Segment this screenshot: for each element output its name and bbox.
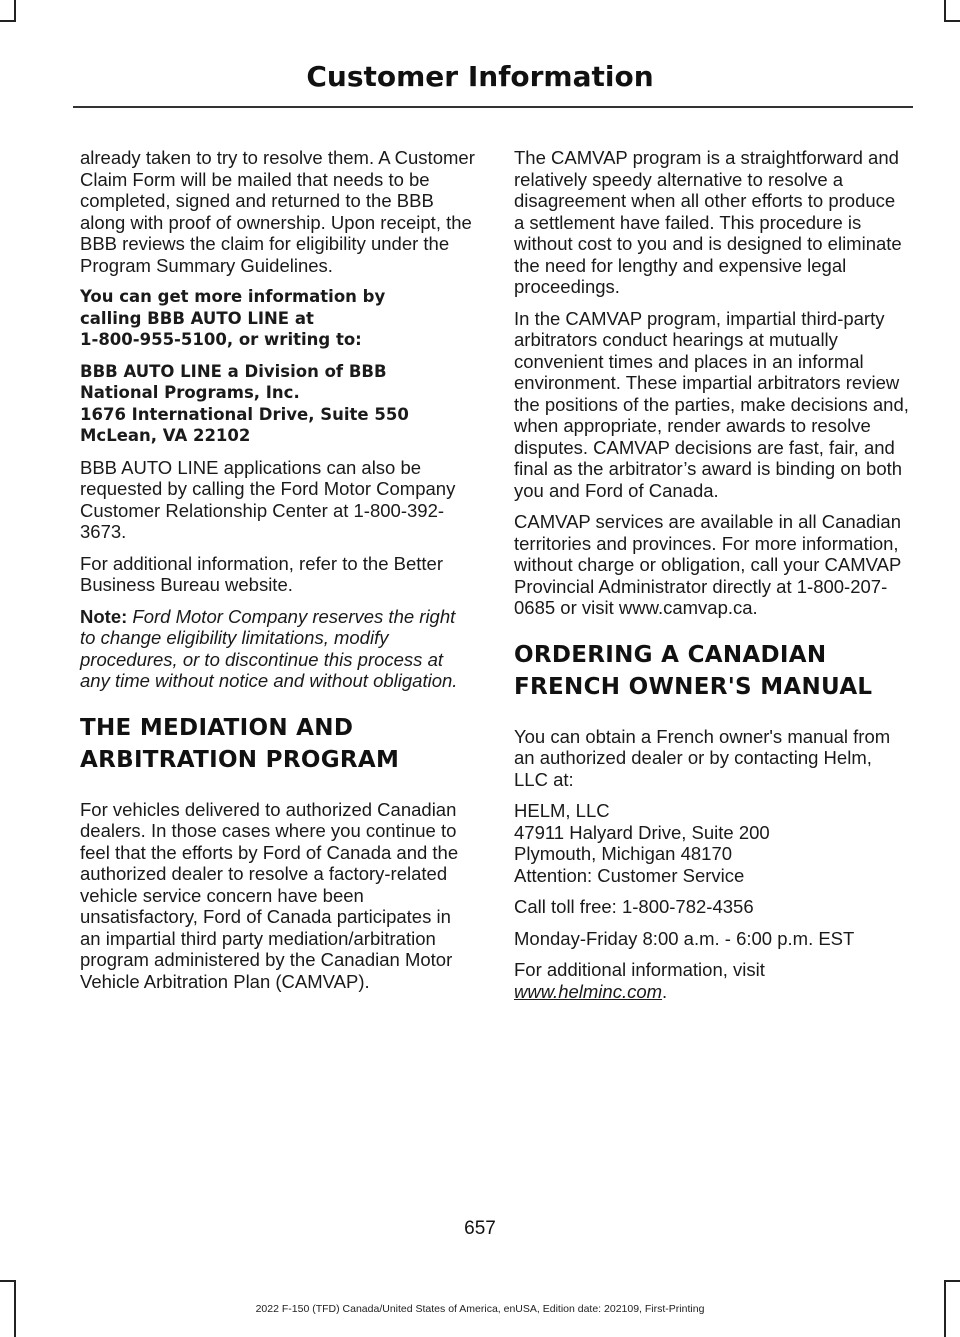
left-paragraph-2: BBB AUTO LINE applications can also be requested by calling the Ford Motor Company Customer Relationship Center at 1-800-392-3673. bbox=[80, 456, 456, 542]
note-label: Note: bbox=[80, 605, 128, 627]
bbb-address: BBB AUTO LINE a Division of BBB National Programs, Inc. 1676 International Drive, Suite 550 McLean, VA 22102 bbox=[80, 361, 409, 445]
left-paragraph-4: For vehicles delivered to authorized Canadian dealers. In those cases where you continue to feel that the efforts by Ford of Canada and the authorized dealer to resolve a factory-related vehicle service concern have been unsatisfactory, Ford of Canada participates in an impartial third party mediation/arbitration program administered by the Canadian Motor Vehicle Arbitration Plan (CAMVAP). bbox=[80, 798, 459, 992]
left-column bbox=[80, 147, 475, 1002]
helminc-link[interactable]: www.helminc.com bbox=[514, 980, 663, 1002]
crop-mark-top-right-v bbox=[944, 0, 946, 22]
right-column bbox=[514, 147, 909, 1012]
footer-edition-text: 2022 F-150 (TFD) Canada/United States of America, enUSA, Edition date: 202109, First-Printing bbox=[255, 1303, 705, 1315]
right-paragraph-4: You can obtain a French owner's manual from an authorized dealer or by contacting Helm, LLC at: bbox=[514, 725, 891, 790]
section-heading-mediation: THE MEDIATION AND ARBITRATION PROGRAM bbox=[80, 714, 400, 773]
helm-address: HELM, LLC 47911 Halyard Drive, Suite 200 Plymouth, Michigan 48170 Attention: Customer Service bbox=[514, 800, 770, 886]
crop-mark-top-left-h bbox=[0, 20, 16, 22]
right-paragraph-1: The CAMVAP program is a straightforward and relatively speedy alternative to resolve a disagreement when all other efforts to produce a settlement have failed. This procedure is without cost to you and is designed to eliminate the need for lengthy and expensive legal proceedings. bbox=[514, 147, 902, 297]
header-divider bbox=[73, 106, 913, 108]
bbb-contact-info: You can get more information by calling BBB AUTO LINE at 1-800-955-5100, or writing to: bbox=[80, 287, 386, 349]
toll-free-line: Call toll free: 1-800-782-4356 bbox=[514, 896, 754, 917]
left-paragraph-1: already taken to try to resolve them. A Customer Claim Form will be mailed that needs to be completed, signed and returned to the BBB along with proof of ownership. Upon receipt, the BBB reviews the claim for eligibility under the Program Summary Guidelines. bbox=[80, 147, 475, 276]
page-number: 657 bbox=[464, 1218, 496, 1239]
crop-mark-bottom-right-h bbox=[944, 1280, 960, 1282]
note-paragraph bbox=[80, 606, 475, 692]
left-paragraph-3: For additional information, refer to the Better Business Bureau website. bbox=[80, 552, 443, 595]
crop-mark-top-right-h bbox=[944, 20, 960, 22]
right-paragraph-2: In the CAMVAP program, impartial third-party arbitrators conduct hearings at mutually convenient times and places in an informal environment. These impartial arbitrators review the positions of the parties, make decisions and, when appropriate, render awards to resolve disputes. CAMVAP decisions are fast, fair, and final as the arbitrator’s award is binding on both you and Ford of Canada. bbox=[514, 307, 909, 501]
note-text: Ford Motor Company reserves the right to change eligibility limitations, modify procedures, or to discontinue this process at any time without notice and without obligation. bbox=[80, 605, 458, 691]
page-header-title: Customer Information bbox=[306, 60, 654, 93]
hours-line: Monday-Friday 8:00 a.m. - 6:00 p.m. EST bbox=[514, 927, 855, 949]
crop-mark-bottom-left-h bbox=[0, 1280, 16, 1282]
crop-mark-top-left-v bbox=[14, 0, 16, 22]
section-heading-french-manual: ORDERING A CANADIAN FRENCH OWNER'S MANUAL bbox=[514, 641, 873, 700]
right-paragraph-7: For additional information, visit www.helminc.com. bbox=[514, 959, 765, 1002]
right-paragraph-3: CAMVAP services are available in all Canadian territories and provinces. For more information, without charge or obligation, call your CAMVAP Provincial Administrator directly at 1-800-207-0685 or visit www.camvap.ca. bbox=[514, 511, 901, 618]
